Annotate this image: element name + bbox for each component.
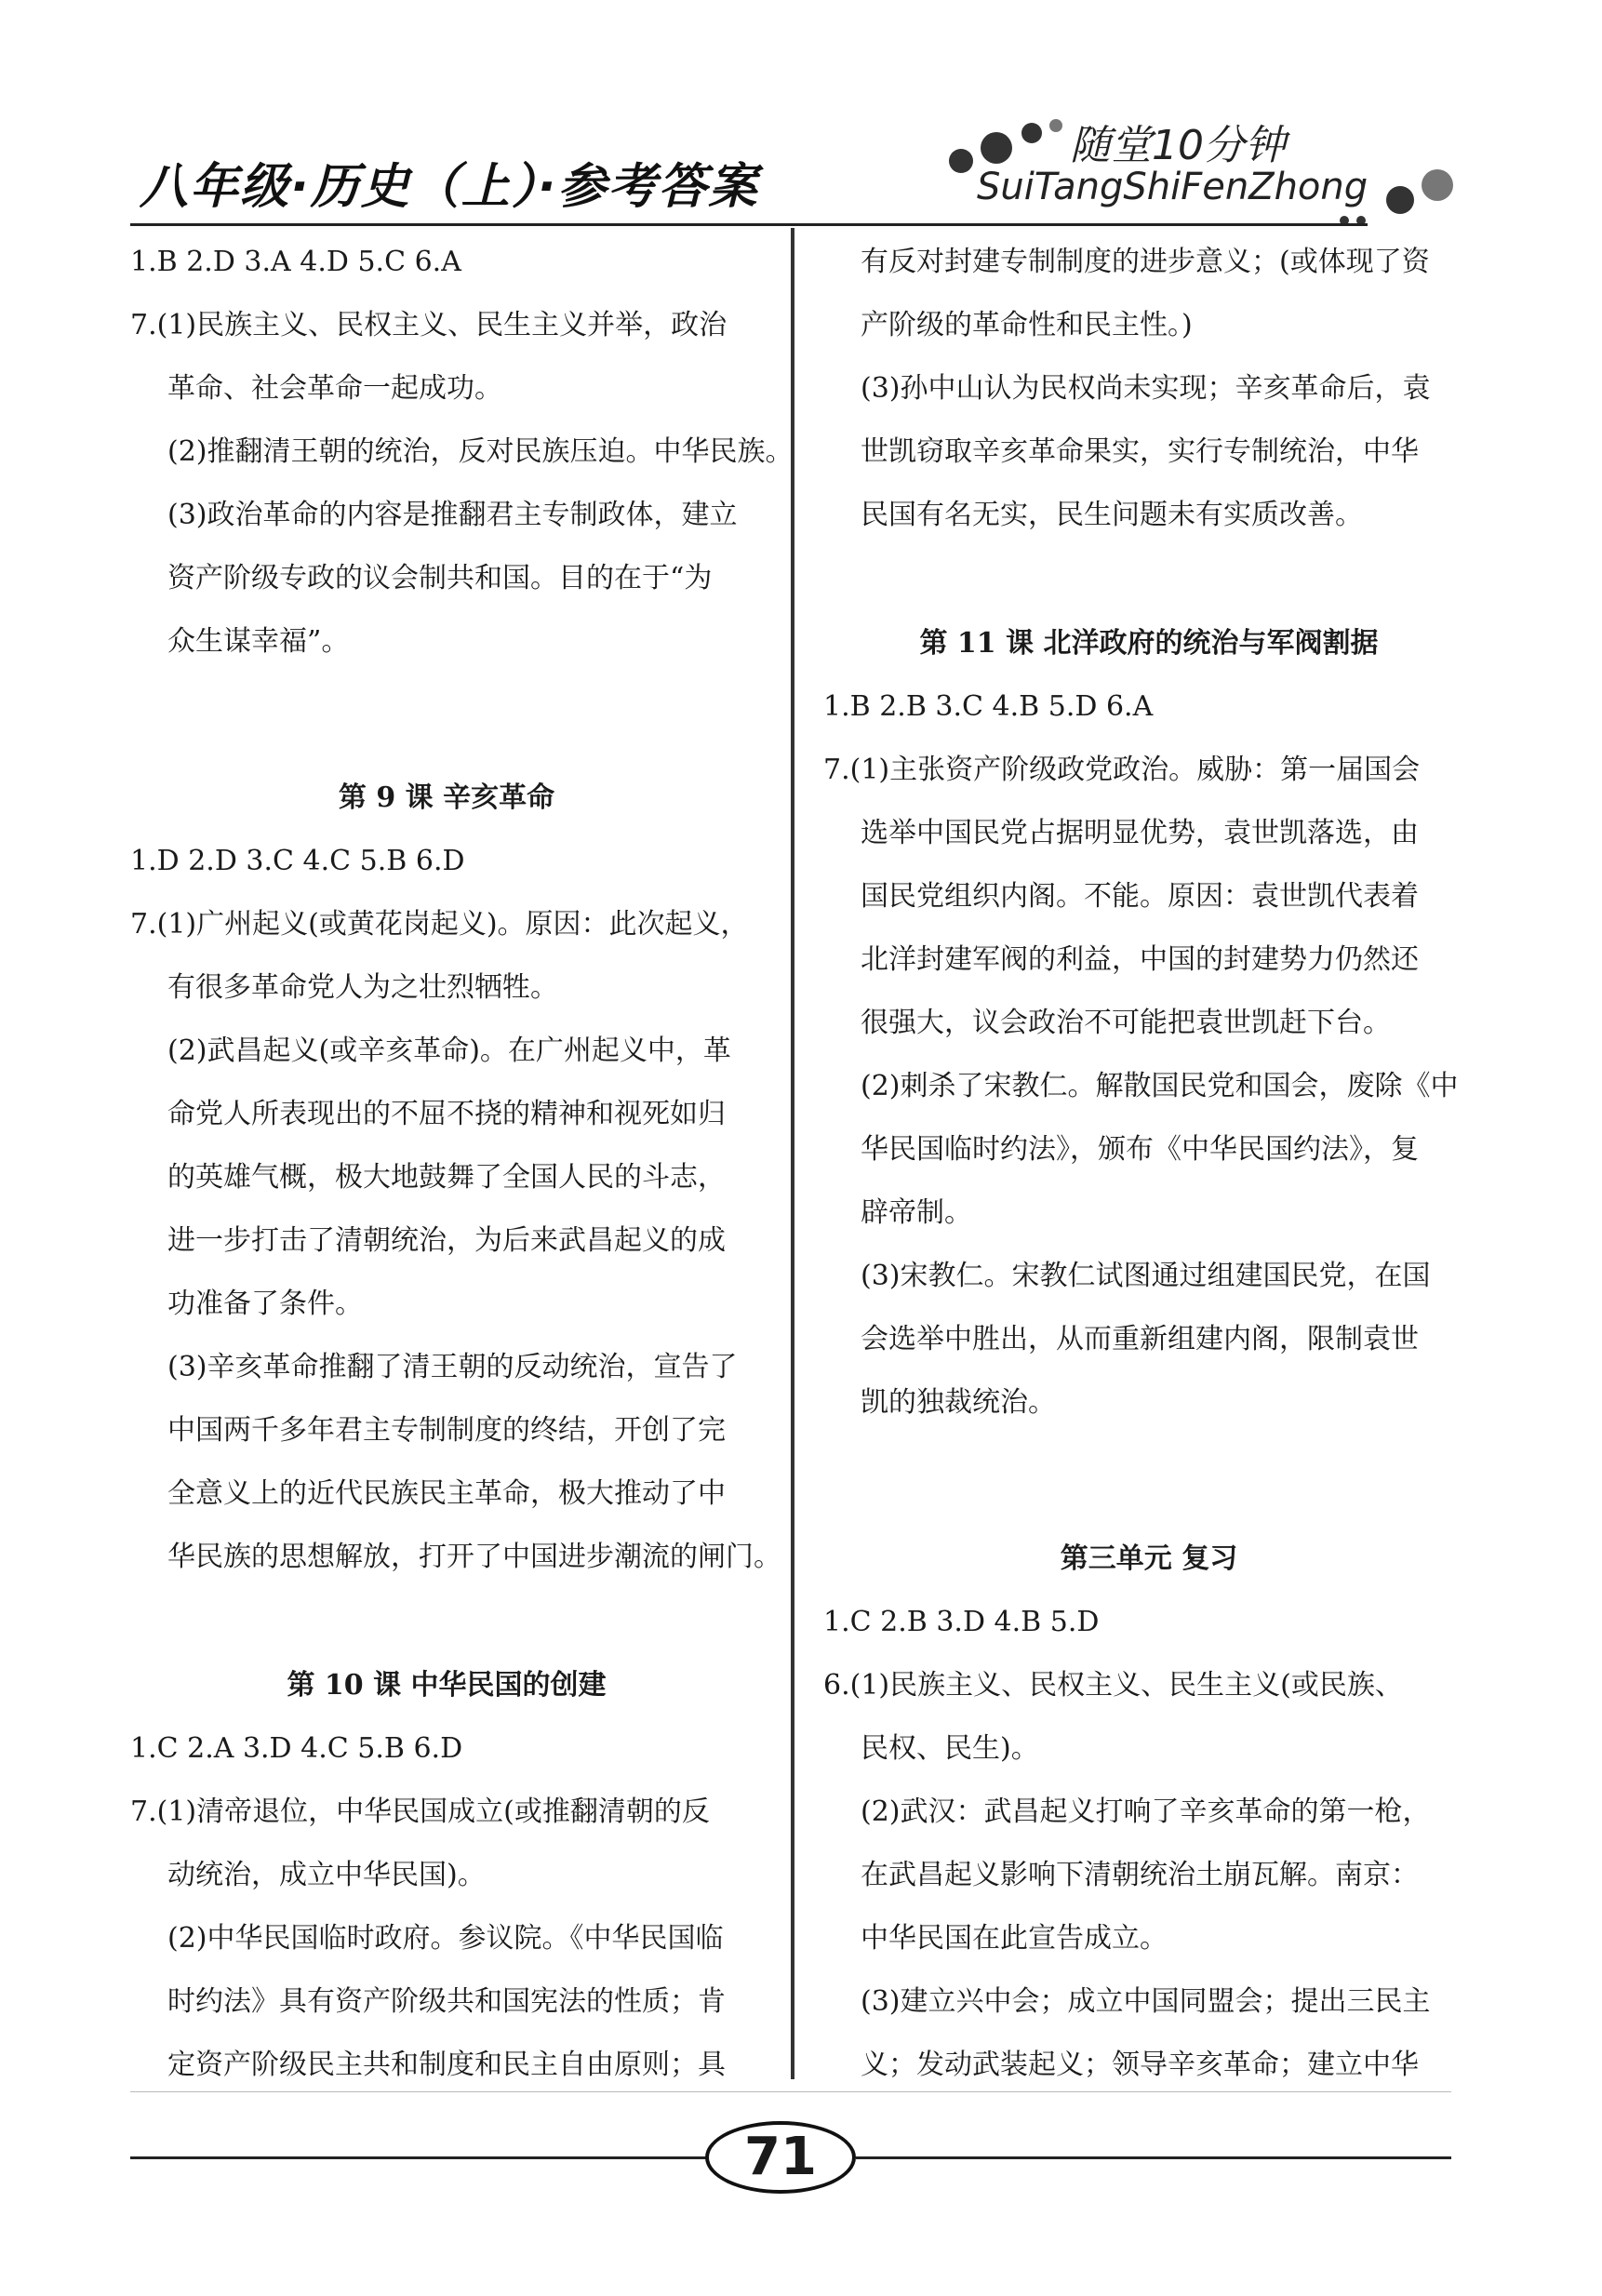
answer-line: (3)辛亥革命推翻了清王朝的反动统治，宣告了: [167, 1351, 738, 1383]
answer-line: 功准备了条件。: [167, 1288, 363, 1320]
answer-line: (3)孙中山认为民权尚未实现；辛亥革命后，袁: [861, 372, 1431, 405]
answer-line: 1.C 2.B 3.D 4.B 5.D: [823, 1606, 1100, 1638]
logo-dot: [1021, 123, 1042, 143]
answer-line: 全意义上的近代民族民主革命，极大推动了中: [167, 1477, 726, 1510]
answer-line: (3)建立兴中会；成立中国同盟会；提出三民主: [861, 1985, 1431, 2018]
section-heading: 第三单元 复习: [1060, 1542, 1238, 1575]
footer-rule-right: [856, 2156, 1451, 2159]
section-heading: 第 9 课 辛亥革命: [338, 781, 555, 814]
answer-line: 7.(1)清帝退位，中华民国成立(或推翻清朝的反: [130, 1795, 710, 1828]
spacer: [130, 1589, 763, 1654]
answer-line: 国民党组织内阁。不能。原因：袁世凯代表着: [861, 880, 1419, 913]
answer-line: 革命、社会革命一起成功。: [167, 372, 502, 405]
answer-line: 民国有名无实，民生问题未有实质改善。: [861, 499, 1363, 531]
brand-logo: [949, 112, 1470, 233]
spacer: [130, 674, 763, 767]
answer-line: 产阶级的革命性和民主性。): [861, 309, 1193, 341]
answer-line: 定资产阶级民主共和制度和民主自由原则；具: [167, 2049, 726, 2081]
logo-dot: [1422, 169, 1453, 201]
bottom-divider: [130, 2091, 1451, 2092]
answer-line: 北洋封建军阀的利益，中国的封建势力仍然还: [861, 943, 1419, 976]
answer-line: 世凯窃取辛亥革命果实，实行专制统治，中华: [861, 435, 1419, 468]
answer-line: 中国两千多年君主专制制度的终结，开创了完: [167, 1414, 726, 1447]
answer-line: 1.B 2.D 3.A 4.D 5.C 6.A: [130, 246, 461, 278]
answer-line: 6.(1)民族主义、民权主义、民生主义(或民族、: [823, 1669, 1403, 1702]
page-number: 71: [705, 2121, 856, 2194]
answer-line: (3)宋教仁。宋教仁试图通过组建国民党，在国: [861, 1260, 1431, 1292]
left-column: [130, 231, 794, 2097]
footer-rule-left: [130, 2156, 707, 2159]
answer-line: 进一步打击了清朝统治，为后来武昌起义的成: [167, 1224, 726, 1257]
right-column: [823, 231, 1475, 2097]
column-divider: [791, 228, 794, 2079]
answer-line: 有很多革命党人为之壮烈牺牲。: [167, 971, 558, 1004]
spacer: [823, 1435, 1475, 1528]
answer-line: 时约法》具有资产阶级共和国宪法的性质；肯: [167, 1985, 726, 2018]
answer-line: (2)武汉：武昌起义打响了辛亥革命的第一枪，: [861, 1795, 1431, 1828]
answer-line: 的英雄气概，极大地鼓舞了全国人民的斗志，: [167, 1161, 726, 1194]
header-divider: [130, 223, 1368, 226]
answer-line: 有反对封建专制制度的进步意义；(或体现了资: [861, 246, 1430, 278]
answer-line: 辟帝制。: [861, 1196, 972, 1229]
answer-line: 在武昌起义影响下清朝统治土崩瓦解。南京：: [861, 1859, 1419, 1891]
answer-line: 凯的独裁统治。: [861, 1386, 1056, 1419]
answer-line: 1.C 2.A 3.D 4.C 5.B 6.D: [130, 1732, 463, 1765]
logo-dot: [1049, 119, 1062, 132]
answer-line: 7.(1)民族主义、民权主义、民生主义并举，政治: [130, 309, 728, 341]
answer-line: 众生谋幸福”。: [167, 625, 350, 658]
answer-line: 很强大，议会政治不可能把袁世凯赶下台。: [861, 1007, 1391, 1039]
answer-line: 华民国临时约法》，颁布《中华民国约法》，复: [861, 1133, 1419, 1166]
section-heading: 第 10 课 中华民国的创建: [287, 1669, 607, 1702]
logo-dot: [981, 132, 1012, 164]
answer-line: (2)推翻清王朝的统治，反对民族压迫。中华民族。: [167, 435, 794, 468]
answer-line: 资产阶级专政的议会制共和国。目的在于“为: [167, 562, 713, 594]
logo-dot: [1386, 186, 1414, 214]
answer-line: (2)中华民国临时政府。参议院。《中华民国临: [167, 1922, 724, 1955]
spacer: [823, 547, 1475, 612]
section-heading: 第 11 课 北洋政府的统治与军阀割据: [919, 627, 1379, 660]
answer-line: 华民族的思想解放，打开了中国进步潮流的闸门。: [167, 1541, 781, 1573]
answer-line: 1.B 2.B 3.C 4.B 5.D 6.A: [823, 690, 1154, 723]
answer-line: 义；发动武装起义；领导辛亥革命；建立中华: [861, 2049, 1419, 2081]
page-title: 八年级·历史（上）·参考答案: [140, 159, 759, 215]
logo-pinyin-text: SuiTangShiFenZhong: [977, 166, 1368, 208]
logo-chinese-text: 随堂10分钟: [1070, 122, 1286, 169]
answer-line: 7.(1)主张资产阶级政党政治。威胁：第一届国会: [823, 754, 1421, 786]
answer-line: (2)武昌起义(或辛亥革命)。在广州起义中，革: [167, 1035, 731, 1067]
logo-dot: [949, 149, 973, 173]
answer-line: 1.D 2.D 3.C 4.C 5.B 6.D: [130, 845, 465, 877]
answer-line: 民权、民生)。: [861, 1732, 1039, 1765]
answer-line: 7.(1)广州起义(或黄花岗起义)。原因：此次起义，: [130, 908, 749, 941]
answer-line: (2)刺杀了宋教仁。解散国民党和国会，废除《中: [861, 1070, 1459, 1102]
answer-line: (3)政治革命的内容是推翻君主专制政体，建立: [167, 499, 738, 531]
answer-line: 中华民国在此宣告成立。: [861, 1922, 1168, 1955]
answer-line: 命党人所表现出的不屈不挠的精神和视死如归: [167, 1098, 726, 1130]
answer-line: 选举中国民党占据明显优势，袁世凯落选，由: [861, 817, 1419, 849]
answer-line: 动统治，成立中华民国)。: [167, 1859, 486, 1891]
answer-line: 会选举中胜出，从而重新组建内阁，限制袁世: [861, 1323, 1419, 1355]
